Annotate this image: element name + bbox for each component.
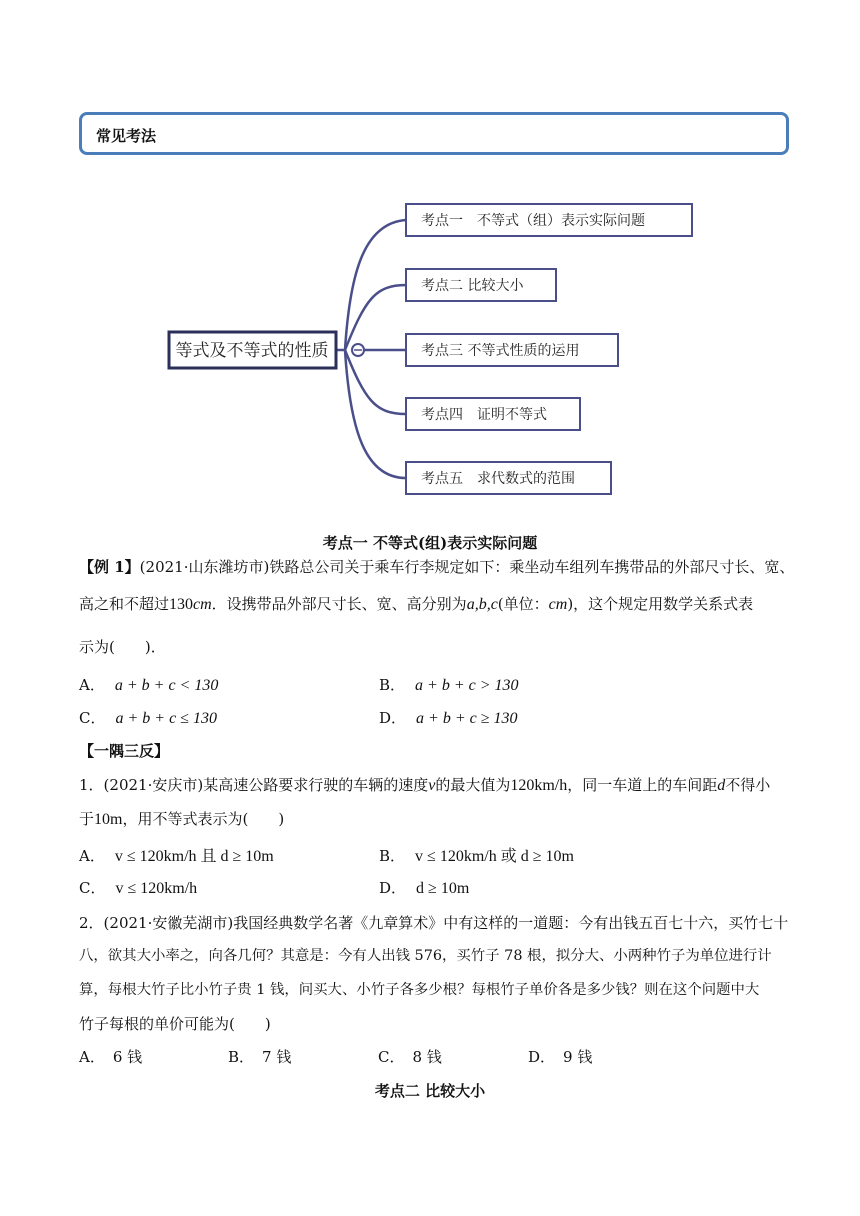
- option-expr: v ≤ 120km/h 或 d ≥ 10m: [415, 848, 574, 865]
- question-2-option-b[interactable]: [228, 1046, 291, 1067]
- example-1-line-3: 示为( )．: [79, 638, 166, 656]
- example-1-line-1: [79, 557, 799, 577]
- question-2-line-4: 竹子每根的单价可能为( ): [79, 1015, 271, 1033]
- question-text: ，用不等式表示为( ): [122, 810, 285, 828]
- question-text: 某高速公路要求行驶的车辆的速度: [203, 776, 429, 794]
- math-value: 120km/h: [510, 777, 568, 794]
- mindmap-node-4: 考点四 证明不等式: [421, 407, 547, 423]
- option-expr: a + b + c ≤ 130: [115, 710, 217, 727]
- branch-line-2: [345, 285, 406, 350]
- option-label: C．: [378, 1048, 405, 1066]
- example-option-d[interactable]: [379, 707, 518, 728]
- example-text: 高之和不超过: [79, 595, 170, 613]
- question-2-option-a[interactable]: [79, 1046, 142, 1067]
- question-1-option-c[interactable]: [79, 877, 197, 898]
- question-1-option-b[interactable]: [379, 843, 574, 866]
- question-source: (2021·安庆市): [103, 776, 204, 794]
- question-2-line-2: 八，欲其大小率之，向各几何？其意是：今有人出钱 576，买竹子 78 根，拟分大、小两种竹子为单位进行计: [79, 948, 772, 964]
- question-2-option-d[interactable]: [528, 1046, 592, 1067]
- section-header-title: 常见考法: [96, 127, 157, 145]
- option-label: B．: [379, 847, 406, 865]
- option-label: C．: [79, 879, 106, 897]
- mind-map: [150, 190, 710, 510]
- option-expr: d ≥ 10m: [416, 880, 470, 897]
- question-1-line-2: [79, 809, 799, 830]
- option-expr: v ≤ 120km/h: [115, 880, 198, 897]
- option-text: 7 钱: [262, 1048, 292, 1066]
- option-label: C．: [79, 709, 106, 727]
- math-unit: cm: [193, 596, 212, 613]
- example-1-line-2: [79, 594, 799, 615]
- option-label: D．: [379, 709, 407, 727]
- option-expr: v ≤ 120km/h 且 d ≥ 10m: [114, 848, 274, 865]
- option-text: 6 钱: [112, 1048, 143, 1066]
- example-source: (2021·山东潍坊市): [139, 558, 270, 576]
- option-label: A．: [79, 847, 105, 865]
- question-text: ，同一车道上的车间距: [567, 776, 718, 794]
- option-expr: a + b + c < 130: [114, 677, 219, 694]
- mindmap-node-3: 考点三 不等式性质的运用: [421, 343, 580, 359]
- option-label: A．: [79, 676, 105, 694]
- math-vars: a,b,c: [466, 596, 498, 613]
- question-text: 的最大值为: [435, 776, 511, 794]
- option-label: B．: [228, 1048, 255, 1066]
- question-1-line-1: [79, 775, 799, 796]
- option-expr: a + b + c > 130: [415, 677, 519, 694]
- section-title-1: 考点一 不等式(组)表示实际问题: [322, 534, 538, 552]
- option-label: B．: [379, 676, 406, 694]
- section-header-box: [79, 112, 789, 155]
- math-var: d: [717, 777, 726, 794]
- option-text: 8 钱: [412, 1048, 442, 1066]
- example-text: (单位：: [497, 595, 549, 613]
- question-2-line-1: [79, 913, 799, 933]
- option-expr: a + b + c ≥ 130: [416, 710, 518, 727]
- example-text: 铁路总公司关于乘车行李规定如下：乘坐动车组列车携带品的外部尺寸长、宽、: [269, 558, 795, 576]
- mindmap-node-5: 考点五 求代数式的范围: [421, 471, 575, 487]
- option-text: 9 钱: [563, 1048, 593, 1066]
- question-text: 不得小: [725, 776, 771, 794]
- math-value: 130: [169, 596, 194, 613]
- question-text: 于: [79, 810, 95, 828]
- option-label: A．: [79, 1048, 105, 1066]
- mindmap-node-2: 考点二 比较大小: [421, 278, 524, 294]
- mindmap-root-label: 等式及不等式的性质: [175, 341, 329, 361]
- example-text: ．设携带品外部尺寸长、宽、高分别为: [211, 595, 467, 613]
- question-source: (2021·安徽芜湖市): [103, 914, 234, 932]
- question-1-option-d[interactable]: [379, 877, 469, 898]
- section-title-2: 考点二 比较大小: [374, 1082, 486, 1100]
- branch-line-4: [345, 350, 406, 414]
- question-2-line-3: 算，每根大竹子比小竹子贵 1 钱，问买大、小竹子各多少根？每根竹子单价各是多少钱？则在这个问题中大: [79, 982, 760, 998]
- question-number: 2．: [79, 914, 104, 932]
- question-text: 我国经典数学名著《九章算术》中有这样的一道题：今有出钱五百七十六，买竹七十: [233, 914, 789, 932]
- example-text: )，这个规定用数学关系式表: [567, 595, 754, 613]
- math-value: 10m: [94, 811, 123, 828]
- question-1-option-a[interactable]: [79, 843, 274, 866]
- practice-tag: 【一隅三反】: [79, 742, 170, 760]
- example-option-c[interactable]: [79, 707, 217, 728]
- question-2-option-c[interactable]: [378, 1046, 442, 1067]
- math-unit: cm: [548, 596, 568, 613]
- option-label: D．: [528, 1048, 556, 1066]
- mindmap-node-1: 考点一 不等式（组）表示实际问题: [421, 213, 645, 229]
- example-option-a[interactable]: [79, 674, 218, 695]
- math-var: v: [428, 777, 436, 794]
- example-option-b[interactable]: [379, 674, 519, 695]
- option-label: D．: [379, 879, 407, 897]
- example-tag: 【例 1】: [79, 558, 140, 576]
- question-number: 1．: [79, 776, 104, 794]
